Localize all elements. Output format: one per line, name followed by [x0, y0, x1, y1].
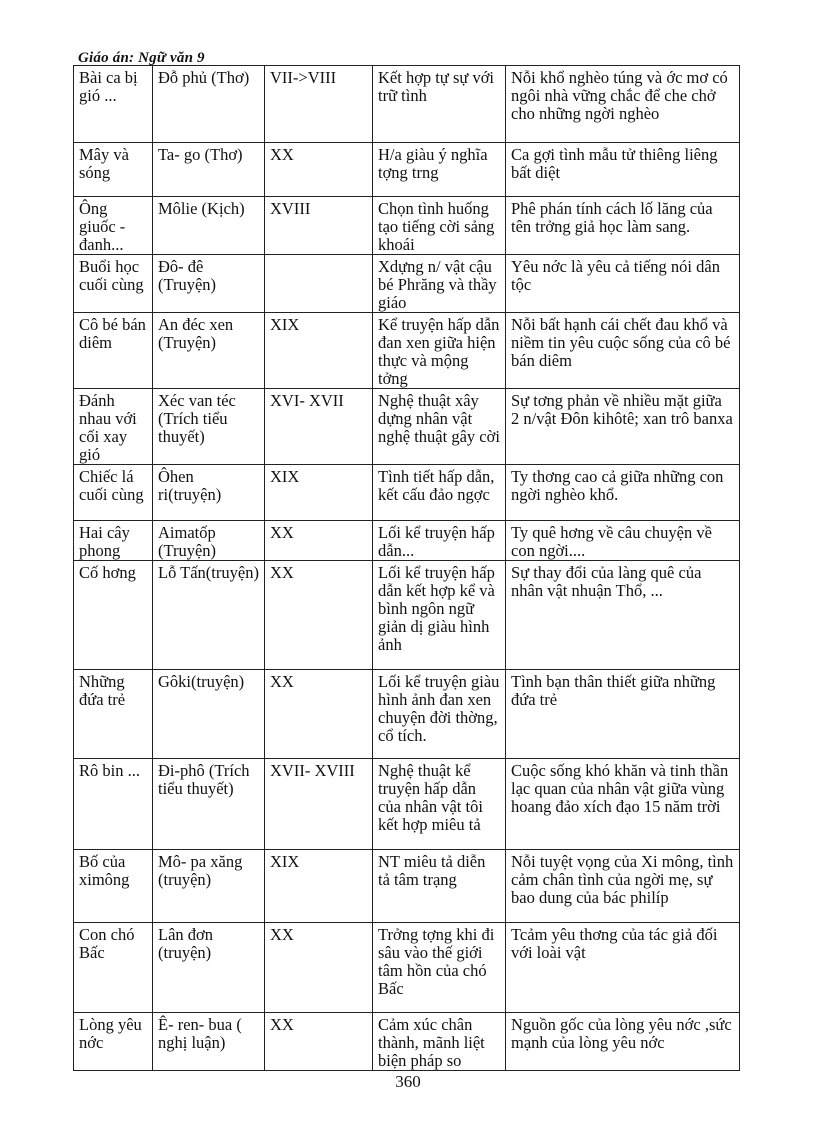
art-cell: Nghệ thuật xây dựng nhân vật nghệ thuật gây cời [373, 389, 506, 465]
table-row [74, 670, 740, 759]
table-row [74, 66, 740, 143]
work-cell: Cô bé bán diêm [74, 313, 153, 389]
content-cell: Yêu nớc là yêu cả tiếng nói dân tộc [506, 255, 740, 313]
work-cell: Lòng yêu nớc [74, 1013, 153, 1071]
table-row [74, 389, 740, 465]
century-cell: XIX [265, 313, 373, 389]
art-cell: Lối kể truyện hấp dẫn kết hợp kể và bình ngôn ngữ giản dị giàu hình ảnh [373, 561, 506, 670]
century-cell: XX [265, 143, 373, 197]
table-row [74, 561, 740, 670]
work-cell: Cố hơng [74, 561, 153, 670]
art-cell: Trởng tợng khi đi sâu vào thế giới tâm hồn của chó Bấc [373, 923, 506, 1013]
work-cell: Chiếc lá cuối cùng [74, 465, 153, 521]
content-cell: Phê phán tính cách lố lăng của tên trởng giả học làm sang. [506, 197, 740, 255]
art-cell: Lối kể truyện giàu hình ảnh đan xen chuyện đời thờng, cổ tích. [373, 670, 506, 759]
table-row [74, 521, 740, 561]
author-cell: Đô- đê (Truyện) [153, 255, 265, 313]
century-cell: VII->VIII [265, 66, 373, 143]
content-cell: Ca gợi tình mẫu tử thiêng liêng bất diệt [506, 143, 740, 197]
work-cell: Rô bin ... [74, 759, 153, 850]
table-row [74, 923, 740, 1013]
content-cell: Ty thơng cao cả giữa những con ngời nghèo khổ. [506, 465, 740, 521]
art-cell: NT miêu tả diễn tả tâm trạng [373, 850, 506, 923]
century-cell: XIX [265, 850, 373, 923]
art-cell: Tình tiết hấp dẫn, kết cấu đảo ngợc [373, 465, 506, 521]
literature-table [73, 65, 740, 1071]
author-cell: Đỗ phủ (Thơ) [153, 66, 265, 143]
table-row [74, 255, 740, 313]
work-cell: Ông giuốc - đanh... [74, 197, 153, 255]
table-row [74, 465, 740, 521]
author-cell: Xéc van téc (Trích tiểu thuyết) [153, 389, 265, 465]
author-cell: Mô- pa xăng (truyện) [153, 850, 265, 923]
century-cell: XX [265, 561, 373, 670]
content-cell: Nỗi khổ nghèo túng và ớc mơ có ngôi nhà vững chắc để che chở cho những ngời nghèo [506, 66, 740, 143]
author-cell: Aimatốp (Truyện) [153, 521, 265, 561]
work-cell: Đánh nhau với cối xay gió [74, 389, 153, 465]
work-cell: Con chó Bấc [74, 923, 153, 1013]
century-cell: XX [265, 521, 373, 561]
art-cell: Kết hợp tự sự với trữ tình [373, 66, 506, 143]
work-cell: Bài ca bị gió ... [74, 66, 153, 143]
work-cell: Những đứa trẻ [74, 670, 153, 759]
content-cell: Tình bạn thân thiết giữa những đứa trẻ [506, 670, 740, 759]
century-cell [265, 255, 373, 313]
table-row [74, 313, 740, 389]
table-row [74, 759, 740, 850]
work-cell: Mây và sóng [74, 143, 153, 197]
art-cell: Xdựng n/ vật cậu bé Phrăng và thầy giáo [373, 255, 506, 313]
content-cell: Cuộc sống khó khăn và tinh thần lạc quan của nhân vật giữa vùng hoang đảo xích đạo 15 năm trời [506, 759, 740, 850]
content-cell: Sự tơng phản về nhiều mặt giữa 2 n/vật Đôn kihôtê; xan trô banxa [506, 389, 740, 465]
century-cell: XX [265, 1013, 373, 1071]
content-cell: Tcảm yêu thơng của tác giả đối với loài vật [506, 923, 740, 1013]
art-cell: Chọn tình huống tạo tiếng cời sảng khoái [373, 197, 506, 255]
author-cell: Ta- go (Thơ) [153, 143, 265, 197]
century-cell: XVII- XVIII [265, 759, 373, 850]
author-cell: Lân đơn (truyện) [153, 923, 265, 1013]
work-cell: Bố của ximông [74, 850, 153, 923]
author-cell: Lỗ Tấn(truyện) [153, 561, 265, 670]
author-cell: Ê- ren- bua ( nghị luận) [153, 1013, 265, 1071]
author-cell: An đéc xen (Truyện) [153, 313, 265, 389]
author-cell: Môlie (Kịch) [153, 197, 265, 255]
page-number: 360 [395, 1072, 421, 1091]
table-row [74, 850, 740, 923]
century-cell: XX [265, 670, 373, 759]
century-cell: XX [265, 923, 373, 1013]
work-cell: Hai cây phong [74, 521, 153, 561]
author-cell: Ôhen ri(truyện) [153, 465, 265, 521]
table-row [74, 1013, 740, 1071]
author-cell: Đi-phô (Trích tiểu thuyết) [153, 759, 265, 850]
page-header: Giáo án: Ngữ văn 9 [78, 50, 205, 66]
content-cell: Nỗi tuyệt vọng của Xi mông, tình cảm chân tình của ngời mẹ, sự bao dung của bác philíp [506, 850, 740, 923]
art-cell: Lối kể truyện hấp dẫn... [373, 521, 506, 561]
content-cell: Nguồn gốc của lòng yêu nớc ,sức mạnh của lòng yêu nớc [506, 1013, 740, 1071]
work-cell: Buổi học cuối cùng [74, 255, 153, 313]
content-cell: Sự thay đổi của làng quê của nhân vật nhuận Thổ, ... [506, 561, 740, 670]
table-row [74, 143, 740, 197]
art-cell: Nghệ thuật kể truyện hấp dẫn của nhân vật tôi kết hợp miêu tả [373, 759, 506, 850]
century-cell: XVI- XVII [265, 389, 373, 465]
century-cell: XIX [265, 465, 373, 521]
table-row [74, 197, 740, 255]
century-cell: XVIII [265, 197, 373, 255]
author-cell: Gôki(truyện) [153, 670, 265, 759]
content-cell: Nỗi bất hạnh cái chết đau khổ và niềm tin yêu cuộc sống của cô bé bán diêm [506, 313, 740, 389]
art-cell: Cảm xúc chân thành, mãnh liệt biện pháp so [373, 1013, 506, 1071]
content-cell: Ty quê hơng về câu chuyện về con ngời.... [506, 521, 740, 561]
art-cell: H/a giàu ý nghĩa tợng trng [373, 143, 506, 197]
art-cell: Kể truyện hấp dẫn đan xen giữa hiện thực và mộng tởng [373, 313, 506, 389]
